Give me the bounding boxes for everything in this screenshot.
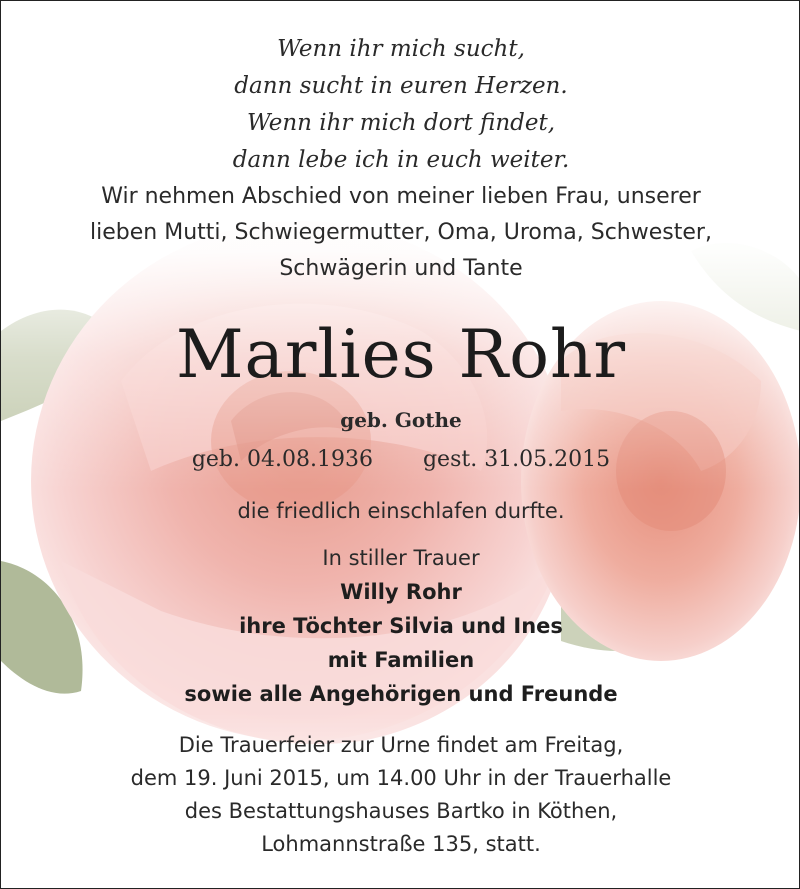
funeral-line: dem 19. Juni 2015, um 14.00 Uhr in der Trauerhalle [130,766,672,790]
mourner-line: sowie alle Angehörigen und Freunde [184,682,618,706]
death-date: gest. 31.05.2015 [422,447,611,472]
mourner-line: mit Familien [327,648,475,672]
funeral-line: Lohmannstraße 135, statt. [261,832,541,856]
funeral-line: des Bestattungshauses Bartko in Köthen, [184,799,618,823]
poem-line: dann sucht in euren Herzen. [234,73,568,99]
intro-block [1,179,800,287]
poem-line: dann lebe ich in euch weiter. [232,147,570,173]
mourners-heading: In stiller Trauer [322,546,480,570]
birth-date: geb. 04.08.1936 [191,447,373,472]
mourner-line: ihre Töchter Silvia und Ines [239,614,563,638]
mourner-line: Willy Rohr [340,580,462,604]
passed-line: die friedlich einschlafen durfte. [237,499,565,523]
poem-block [1,31,800,179]
mourners-block [1,541,800,711]
life-dates [1,443,800,477]
funeral-info [1,729,800,861]
poem-line: Wenn ihr mich dort findet, [246,110,556,136]
intro-line: lieben Mutti, Schwiegermutter, Oma, Uroma, Schwester, [90,220,712,245]
funeral-line: Die Trauerfeier zur Urne findet am Freitag, [178,733,624,757]
deceased-name: Marlies Rohr [175,316,627,393]
maiden-name: geb. Gothe [340,408,462,432]
poem-line: Wenn ihr mich sucht, [277,36,525,62]
intro-line: Schwägerin und Tante [279,256,523,281]
intro-line: Wir nehmen Abschied von meiner lieben Frau, unserer [101,184,701,209]
